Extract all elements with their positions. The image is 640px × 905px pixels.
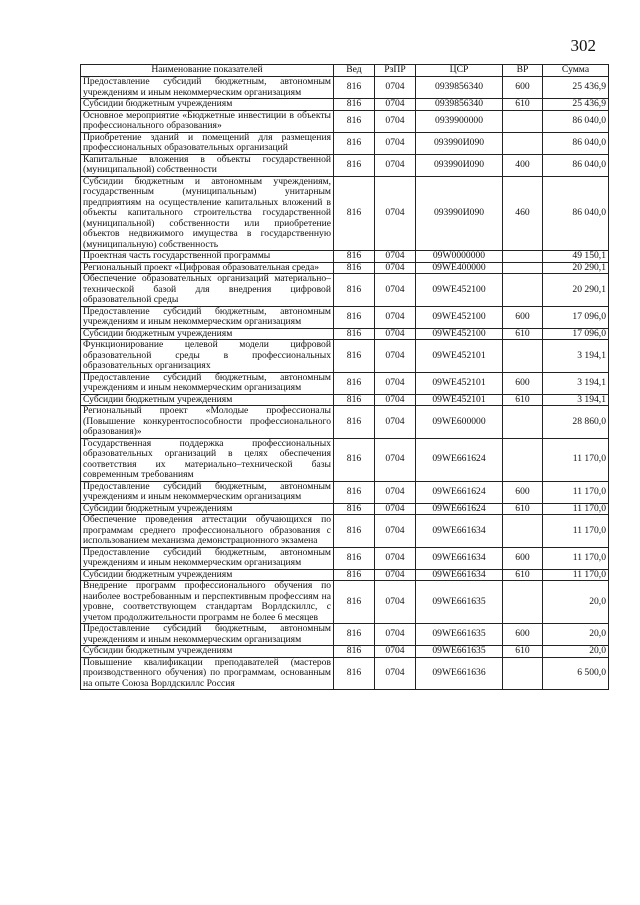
row-csr: 09W0000000 bbox=[416, 251, 503, 263]
row-csr: 09WE452100 bbox=[416, 306, 503, 328]
row-name: Государственная поддержка профессиональных образовательных организаций в целях обеспечения соответствия их материально–технической базы современным требованиям bbox=[81, 438, 334, 481]
row-ved: 816 bbox=[334, 77, 375, 99]
row-rzpr: 0704 bbox=[375, 657, 416, 690]
row-rzpr: 0704 bbox=[375, 547, 416, 569]
row-ved: 816 bbox=[334, 515, 375, 548]
table-row bbox=[81, 372, 609, 394]
row-sum: 3 194,1 bbox=[543, 372, 609, 394]
row-csr: 0939856340 bbox=[416, 99, 503, 111]
row-vr: 400 bbox=[503, 154, 543, 176]
row-rzpr: 0704 bbox=[375, 581, 416, 624]
row-csr: 093990И090 bbox=[416, 176, 503, 251]
row-csr: 09WE661634 bbox=[416, 515, 503, 548]
row-rzpr: 0704 bbox=[375, 251, 416, 263]
row-csr: 0939900000 bbox=[416, 110, 503, 132]
row-ved: 816 bbox=[334, 132, 375, 154]
row-name: Субсидии бюджетным учреждениям bbox=[81, 394, 334, 406]
row-vr bbox=[503, 262, 543, 274]
row-ved: 816 bbox=[334, 251, 375, 263]
row-rzpr: 0704 bbox=[375, 306, 416, 328]
table-row bbox=[81, 438, 609, 481]
row-name: Предоставление субсидий бюджетным, автономным учреждениям и иным некоммерческим организациям bbox=[81, 547, 334, 569]
table-row bbox=[81, 262, 609, 274]
row-name: Субсидии бюджетным учреждениям bbox=[81, 569, 334, 581]
row-csr: 09WE661636 bbox=[416, 657, 503, 690]
table-row bbox=[81, 406, 609, 439]
row-ved: 816 bbox=[334, 406, 375, 439]
table-row bbox=[81, 340, 609, 373]
table-row bbox=[81, 77, 609, 99]
table-row bbox=[81, 515, 609, 548]
table-row bbox=[81, 154, 609, 176]
row-sum: 17 096,0 bbox=[543, 306, 609, 328]
table-row bbox=[81, 624, 609, 646]
row-vr bbox=[503, 406, 543, 439]
row-rzpr: 0704 bbox=[375, 340, 416, 373]
row-ved: 816 bbox=[334, 340, 375, 373]
row-ved: 816 bbox=[334, 481, 375, 503]
row-csr: 09WE452101 bbox=[416, 340, 503, 373]
row-ved: 816 bbox=[334, 372, 375, 394]
row-vr: 600 bbox=[503, 372, 543, 394]
row-vr: 610 bbox=[503, 569, 543, 581]
table-row bbox=[81, 581, 609, 624]
row-vr: 600 bbox=[503, 306, 543, 328]
row-vr bbox=[503, 274, 543, 307]
row-rzpr: 0704 bbox=[375, 262, 416, 274]
row-ved: 816 bbox=[334, 110, 375, 132]
row-name: Субсидии бюджетным учреждениям bbox=[81, 328, 334, 340]
table-row bbox=[81, 481, 609, 503]
row-name: Субсидии бюджетным учреждениям bbox=[81, 503, 334, 515]
row-vr: 600 bbox=[503, 547, 543, 569]
row-rzpr: 0704 bbox=[375, 394, 416, 406]
row-sum: 20 290,1 bbox=[543, 262, 609, 274]
row-ved: 816 bbox=[334, 646, 375, 658]
row-name: Региональный проект «Цифровая образовательная среда» bbox=[81, 262, 334, 274]
table-row bbox=[81, 274, 609, 307]
table-row bbox=[81, 251, 609, 263]
row-rzpr: 0704 bbox=[375, 132, 416, 154]
row-csr: 09WE452100 bbox=[416, 328, 503, 340]
row-vr bbox=[503, 515, 543, 548]
row-sum: 11 170,0 bbox=[543, 515, 609, 548]
row-csr: 09WE661635 bbox=[416, 624, 503, 646]
table-header-row bbox=[81, 65, 609, 77]
row-vr: 610 bbox=[503, 394, 543, 406]
row-sum: 11 170,0 bbox=[543, 547, 609, 569]
row-sum: 20,0 bbox=[543, 581, 609, 624]
row-sum: 25 436,9 bbox=[543, 99, 609, 111]
row-name: Проектная часть государственной программы bbox=[81, 251, 334, 263]
row-csr: 0939856340 bbox=[416, 77, 503, 99]
row-vr bbox=[503, 581, 543, 624]
row-rzpr: 0704 bbox=[375, 646, 416, 658]
row-ved: 816 bbox=[334, 262, 375, 274]
row-name: Внедрение программ профессионального обучения по наиболее востребованным и перспективным профессиям на уровне, соответствующем стандартам Ворлдскиллс, с учетом продолжительности программ не более 6 месяцев bbox=[81, 581, 334, 624]
row-ved: 816 bbox=[334, 99, 375, 111]
row-sum: 86 040,0 bbox=[543, 176, 609, 251]
row-ved: 816 bbox=[334, 581, 375, 624]
row-sum: 11 170,0 bbox=[543, 503, 609, 515]
column-header-ved: Вед bbox=[334, 65, 375, 77]
row-rzpr: 0704 bbox=[375, 77, 416, 99]
row-vr bbox=[503, 340, 543, 373]
row-ved: 816 bbox=[334, 569, 375, 581]
row-ved: 816 bbox=[334, 176, 375, 251]
row-rzpr: 0704 bbox=[375, 372, 416, 394]
row-rzpr: 0704 bbox=[375, 176, 416, 251]
row-rzpr: 0704 bbox=[375, 406, 416, 439]
row-vr bbox=[503, 657, 543, 690]
row-ved: 816 bbox=[334, 394, 375, 406]
row-vr: 610 bbox=[503, 503, 543, 515]
row-sum: 11 170,0 bbox=[543, 481, 609, 503]
row-csr: 09WE452101 bbox=[416, 394, 503, 406]
row-vr bbox=[503, 110, 543, 132]
row-sum: 49 150,1 bbox=[543, 251, 609, 263]
row-csr: 09WE400000 bbox=[416, 262, 503, 274]
row-name: Предоставление субсидий бюджетным, автономным учреждениям и иным некоммерческим организациям bbox=[81, 481, 334, 503]
column-header-rzpr: РзПР bbox=[375, 65, 416, 77]
row-rzpr: 0704 bbox=[375, 481, 416, 503]
row-name: Обеспечение проведения аттестации обучающихся по программам среднего профессионального образования с использованием механизма демонстрационного экзамена bbox=[81, 515, 334, 548]
row-csr: 09WE661635 bbox=[416, 646, 503, 658]
budget-table bbox=[80, 64, 609, 690]
row-rzpr: 0704 bbox=[375, 624, 416, 646]
table-row bbox=[81, 176, 609, 251]
row-ved: 816 bbox=[334, 547, 375, 569]
row-name: Предоставление субсидий бюджетным, автономным учреждениям и иным некоммерческим организациям bbox=[81, 306, 334, 328]
row-sum: 17 096,0 bbox=[543, 328, 609, 340]
table-row bbox=[81, 547, 609, 569]
row-ved: 816 bbox=[334, 624, 375, 646]
row-sum: 3 194,1 bbox=[543, 340, 609, 373]
row-sum: 11 170,0 bbox=[543, 438, 609, 481]
row-csr: 09WE661635 bbox=[416, 581, 503, 624]
row-csr: 09WE661624 bbox=[416, 481, 503, 503]
row-sum: 86 040,0 bbox=[543, 132, 609, 154]
row-sum: 25 436,9 bbox=[543, 77, 609, 99]
row-rzpr: 0704 bbox=[375, 515, 416, 548]
row-name: Приобретение зданий и помещений для размещения профессиональных образовательных организаций bbox=[81, 132, 334, 154]
row-csr: 09WE661634 bbox=[416, 547, 503, 569]
row-vr bbox=[503, 251, 543, 263]
row-sum: 6 500,0 bbox=[543, 657, 609, 690]
row-rzpr: 0704 bbox=[375, 274, 416, 307]
row-rzpr: 0704 bbox=[375, 438, 416, 481]
row-sum: 20,0 bbox=[543, 624, 609, 646]
row-vr: 600 bbox=[503, 624, 543, 646]
row-name: Капитальные вложения в объекты государственной (муниципальной) собственности bbox=[81, 154, 334, 176]
row-vr: 610 bbox=[503, 646, 543, 658]
row-csr: 09WE452101 bbox=[416, 372, 503, 394]
row-ved: 816 bbox=[334, 274, 375, 307]
row-vr bbox=[503, 438, 543, 481]
table-row bbox=[81, 646, 609, 658]
row-sum: 11 170,0 bbox=[543, 569, 609, 581]
column-header-name: Наименование показателей bbox=[81, 65, 334, 77]
row-name: Повышение квалификации преподавателей (мастеров производственного обучения) по программам, основанным на опыте Союза Ворлдскиллс Россия bbox=[81, 657, 334, 690]
table-row bbox=[81, 394, 609, 406]
row-vr: 460 bbox=[503, 176, 543, 251]
column-header-sum: Сумма bbox=[543, 65, 609, 77]
row-ved: 816 bbox=[334, 657, 375, 690]
row-ved: 816 bbox=[334, 154, 375, 176]
row-name: Субсидии бюджетным и автономным учреждениям, государственным (муниципальным) унитарным предприятиям на осуществление капитальных вложений в объекты капитального строительства государственной (муниципальной) собственности или приобретение объектов недвижимого имущества в государственную (муниципальную) собственность bbox=[81, 176, 334, 251]
table-row bbox=[81, 306, 609, 328]
row-ved: 816 bbox=[334, 438, 375, 481]
row-vr bbox=[503, 132, 543, 154]
row-csr: 093990И090 bbox=[416, 132, 503, 154]
row-csr: 09WE452100 bbox=[416, 274, 503, 307]
row-rzpr: 0704 bbox=[375, 154, 416, 176]
row-rzpr: 0704 bbox=[375, 569, 416, 581]
row-name: Основное мероприятие «Бюджетные инвестиции в объекты профессионального образования» bbox=[81, 110, 334, 132]
row-sum: 28 860,0 bbox=[543, 406, 609, 439]
row-sum: 20,0 bbox=[543, 646, 609, 658]
row-csr: 09WE661624 bbox=[416, 503, 503, 515]
row-rzpr: 0704 bbox=[375, 99, 416, 111]
row-sum: 3 194,1 bbox=[543, 394, 609, 406]
table-row bbox=[81, 110, 609, 132]
page-number: 302 bbox=[570, 36, 596, 55]
row-name: Предоставление субсидий бюджетным, автономным учреждениям и иным некоммерческим организациям bbox=[81, 372, 334, 394]
row-sum: 86 040,0 bbox=[543, 110, 609, 132]
row-vr: 610 bbox=[503, 328, 543, 340]
row-vr: 610 bbox=[503, 99, 543, 111]
table-row bbox=[81, 132, 609, 154]
table-row bbox=[81, 328, 609, 340]
row-rzpr: 0704 bbox=[375, 110, 416, 132]
row-csr: 093990И090 bbox=[416, 154, 503, 176]
row-sum: 86 040,0 bbox=[543, 154, 609, 176]
row-vr: 600 bbox=[503, 481, 543, 503]
table-row bbox=[81, 503, 609, 515]
column-header-csr: ЦСР bbox=[416, 65, 503, 77]
row-name: Субсидии бюджетным учреждениям bbox=[81, 99, 334, 111]
row-ved: 816 bbox=[334, 328, 375, 340]
row-rzpr: 0704 bbox=[375, 503, 416, 515]
row-name: Функционирование целевой модели цифровой образовательной среды в профессиональных образовательных организациях bbox=[81, 340, 334, 373]
row-vr: 600 bbox=[503, 77, 543, 99]
table-row bbox=[81, 99, 609, 111]
row-csr: 09WE661634 bbox=[416, 569, 503, 581]
row-ved: 816 bbox=[334, 306, 375, 328]
row-name: Предоставление субсидий бюджетным, автономным учреждениям и иным некоммерческим организациям bbox=[81, 624, 334, 646]
column-header-vr: ВР bbox=[503, 65, 543, 77]
row-name: Субсидии бюджетным учреждениям bbox=[81, 646, 334, 658]
table-body bbox=[81, 77, 609, 690]
table-row bbox=[81, 657, 609, 690]
row-ved: 816 bbox=[334, 503, 375, 515]
row-name: Обеспечение образовательных организаций материально–технической базой для внедрения цифровой образовательной среды bbox=[81, 274, 334, 307]
table-row bbox=[81, 569, 609, 581]
row-name: Предоставление субсидий бюджетным, автономным учреждениям и иным некоммерческим организациям bbox=[81, 77, 334, 99]
row-name: Региональный проект «Молодые профессионалы (Повышение конкурентоспособности профессионального образования)» bbox=[81, 406, 334, 439]
row-sum: 20 290,1 bbox=[543, 274, 609, 307]
row-csr: 09WE600000 bbox=[416, 406, 503, 439]
row-rzpr: 0704 bbox=[375, 328, 416, 340]
row-csr: 09WE661624 bbox=[416, 438, 503, 481]
